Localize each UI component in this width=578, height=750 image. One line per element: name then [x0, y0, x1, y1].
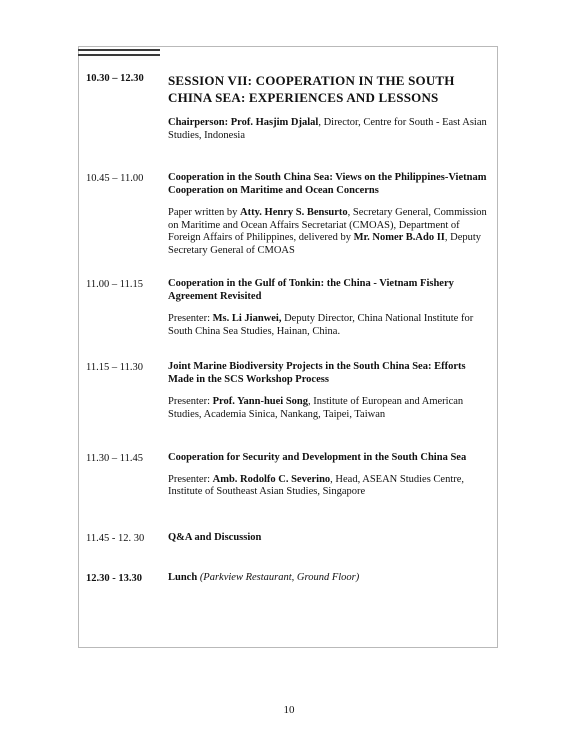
presenter-affiliation: , Head, ASEAN Studies Centre, Institute of Southeast Asian Studies, Singapore: [168, 473, 465, 497]
chair-name: Prof. Hasjim Djalal: [230, 117, 319, 128]
item-time: 11.00 – 11.15: [86, 279, 143, 290]
item-venue: (Parkview Restaurant, Ground Floor): [199, 572, 360, 583]
presenter-affiliation: , Institute of European and American Studies, Academia Sinica, Nankang, Taipei, Taiwan: [168, 396, 464, 420]
item-content: [168, 361, 488, 421]
session-title: SESSION VII: COOPERATION IN THE SOUTH CHINA SEA: EXPERIENCES AND LESSONS: [168, 73, 455, 105]
author-name: Atty. Henry S. Bensurto: [240, 207, 348, 218]
item-title: Cooperation for Security and Development in the South China Sea: [168, 452, 467, 463]
presenter-name: Prof. Yann-huei Song: [212, 396, 309, 407]
item-presenter: [168, 207, 488, 257]
header-rule-bottom: [78, 54, 160, 56]
presenter-prefix: Presenter:: [168, 313, 213, 324]
item-time: 11.45 - 12. 30: [86, 533, 145, 544]
presenter-name: Mr. Nomer B.Ado II: [353, 232, 445, 243]
item-time: 12.30 - 13.30: [86, 573, 142, 584]
session-time: 10.30 – 12.30: [86, 73, 144, 84]
author-affiliation: , Secretary General, Commission on Maritime and Ocean Affairs Secretariat (CMOAS), Department of Foreign Affairs of Philippines, delivered by: [168, 207, 487, 243]
item-title: Cooperation in the South China Sea: Views on the Philippines-Vietnam Cooperation on Maritime and Ocean Concerns: [168, 172, 487, 196]
item-content: [168, 452, 488, 499]
presenter-prefix: Presenter:: [168, 473, 213, 485]
header-rule-top: [78, 49, 160, 51]
item-presenter: [168, 474, 488, 499]
item-title: Lunch: [168, 572, 198, 583]
chair-label: Chairperson:: [168, 117, 229, 128]
item-title: Joint Marine Biodiversity Projects in the South China Sea: Efforts Made in the SCS Workshop Process: [168, 361, 466, 385]
item-presenter: [168, 313, 488, 338]
item-content: [168, 278, 488, 338]
page-number: 10: [283, 704, 295, 716]
item-time: 10.45 – 11.00: [86, 173, 144, 184]
item-content: [168, 572, 488, 585]
item-time: 11.30 – 11.45: [86, 453, 143, 464]
item-presenter: [168, 396, 488, 421]
session-content: [168, 72, 488, 142]
presenter-name: Amb. Rodolfo C. Severino: [212, 473, 331, 485]
session-chair: [168, 117, 488, 142]
chair-affiliation: , Director, Centre for South - East Asian Studies, Indonesia: [168, 117, 487, 141]
item-time: 11.15 – 11.30: [86, 362, 143, 373]
item-title: Cooperation in the Gulf of Tonkin: the China - Vietnam Fishery Agreement Revisited: [168, 278, 454, 302]
presenter-prefix: Presenter:: [168, 396, 213, 407]
item-content: [168, 532, 488, 545]
presenter-name: Ms. Li Jianwei,: [212, 313, 282, 324]
presenter-affiliation: Deputy Director, China National Institute for South China Sea Studies, Hainan, China.: [168, 313, 474, 337]
presenter-prefix: Paper written by: [168, 207, 241, 218]
item-content: [168, 172, 488, 257]
presenter-affiliation: , Deputy Secretary General of CMOAS: [168, 232, 482, 256]
item-title: Q&A and Discussion: [168, 532, 262, 543]
